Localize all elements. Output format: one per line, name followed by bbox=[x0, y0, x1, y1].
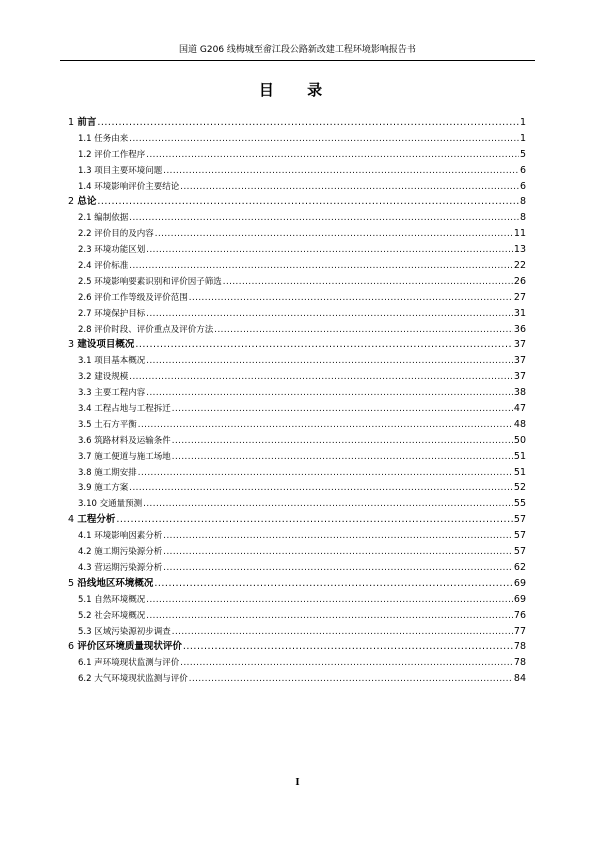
toc-entry-label: 交通量预测 bbox=[99, 499, 143, 510]
toc-entry-number: 3.7 bbox=[78, 451, 92, 462]
toc-entry-number: 3.5 bbox=[78, 419, 92, 430]
toc-dot-leader bbox=[97, 115, 519, 131]
toc-page-number: 27 bbox=[513, 291, 526, 303]
toc-page-number: 62 bbox=[513, 561, 526, 573]
toc-page-number: 1 bbox=[519, 117, 526, 128]
toc-entry-title bbox=[78, 132, 128, 148]
toc-dot-leader bbox=[146, 307, 513, 323]
toc-entry-title bbox=[78, 243, 145, 259]
toc-dot-leader bbox=[155, 227, 513, 243]
toc-page-number: 36 bbox=[513, 323, 526, 335]
toc-chapter-entry[interactable] bbox=[68, 115, 526, 131]
toc-entry-title bbox=[78, 656, 179, 672]
toc-entry-number: 4.2 bbox=[78, 547, 92, 558]
toc-entry-title bbox=[68, 576, 153, 592]
toc-section-entry[interactable] bbox=[68, 449, 526, 465]
toc-entry-number: 2 bbox=[68, 196, 75, 208]
toc-entry-title bbox=[68, 639, 182, 655]
toc-entry-title bbox=[78, 227, 154, 243]
toc-section-entry[interactable] bbox=[68, 353, 526, 369]
toc-dot-leader bbox=[138, 466, 513, 482]
toc-section-entry[interactable] bbox=[68, 433, 526, 449]
toc-dot-leader bbox=[146, 354, 513, 370]
toc-section-entry[interactable] bbox=[68, 274, 526, 290]
toc-entry-label: 总论 bbox=[77, 196, 97, 208]
toc-dot-leader bbox=[189, 672, 513, 688]
toc-entry-number: 5 bbox=[68, 577, 75, 589]
toc-entry-number: 2.4 bbox=[78, 261, 92, 272]
toc-entry-number: 3.6 bbox=[78, 435, 92, 446]
toc-section-entry[interactable] bbox=[68, 401, 526, 417]
toc-entry-label: 建设项目概况 bbox=[77, 339, 135, 351]
toc-entry-title bbox=[68, 337, 134, 353]
toc-entry-number: 2.3 bbox=[78, 245, 92, 256]
toc-section-entry[interactable] bbox=[68, 290, 526, 306]
toc-entry-label: 自然环境概况 bbox=[94, 594, 146, 605]
toc-dot-leader bbox=[129, 370, 513, 386]
toc-page-number: 50 bbox=[513, 434, 526, 446]
toc-entry-number: 5.2 bbox=[78, 610, 92, 621]
toc-entry-title bbox=[78, 529, 162, 545]
toc-entry-label: 评价工作等级及评价范围 bbox=[94, 292, 188, 303]
toc-entry-title bbox=[68, 115, 96, 131]
toc-entry-title bbox=[78, 561, 162, 577]
toc-entry-number: 3.4 bbox=[78, 404, 92, 415]
toc-entry-number: 6.1 bbox=[78, 658, 92, 669]
toc-section-entry[interactable] bbox=[68, 385, 526, 401]
toc-entry-label: 环境影响因素分析 bbox=[94, 531, 163, 542]
toc-section-entry[interactable] bbox=[68, 147, 526, 163]
toc-entry-label: 环境保护目标 bbox=[94, 308, 146, 319]
toc-entry-number: 3.10 bbox=[78, 499, 97, 510]
toc-dot-leader bbox=[116, 512, 513, 528]
toc-entry-number: 3.1 bbox=[78, 356, 92, 367]
toc-entry-number: 3.9 bbox=[78, 483, 92, 494]
toc-page-number: 6 bbox=[519, 164, 526, 176]
toc-chapter-entry[interactable] bbox=[68, 512, 526, 528]
toc-entry-number: 1.3 bbox=[78, 165, 92, 176]
toc-section-entry[interactable] bbox=[68, 496, 526, 512]
toc-entry-title bbox=[78, 275, 222, 291]
toc-entry-title bbox=[78, 307, 145, 323]
toc-page-number: 1 bbox=[519, 132, 526, 144]
toc-entry-number: 2.5 bbox=[78, 276, 92, 287]
toc-entry-label: 主要工程内容 bbox=[94, 388, 146, 399]
toc-entry-number: 5.3 bbox=[78, 626, 92, 637]
toc-page-number: 8 bbox=[519, 212, 526, 224]
toc-chapter-entry[interactable] bbox=[68, 576, 526, 592]
toc-dot-leader bbox=[163, 545, 513, 561]
toc-section-entry[interactable] bbox=[68, 242, 526, 258]
toc-dot-leader bbox=[135, 337, 513, 353]
toc-page-number: 57 bbox=[513, 514, 526, 526]
toc-page-number: 78 bbox=[513, 657, 526, 669]
toc-page-number: 51 bbox=[513, 450, 526, 462]
toc-entry-label: 前言 bbox=[77, 117, 97, 128]
toc-entry-number: 6.2 bbox=[78, 674, 92, 685]
toc-entry-title bbox=[68, 512, 115, 528]
toc-page-number: 47 bbox=[513, 403, 526, 415]
toc-page-number: 11 bbox=[513, 228, 526, 240]
toc-page-number: 31 bbox=[513, 307, 526, 319]
toc-dot-leader bbox=[146, 609, 513, 625]
toc-section-entry[interactable] bbox=[68, 258, 526, 274]
toc-dot-leader bbox=[146, 243, 513, 259]
toc-dot-leader bbox=[172, 402, 513, 418]
toc-entry-label: 任务由来 bbox=[94, 133, 129, 144]
toc-entry-title bbox=[78, 291, 188, 307]
toc-page-number: 37 bbox=[513, 371, 526, 383]
toc-entry-number: 6 bbox=[68, 641, 75, 653]
toc-entry-label: 评价工作程序 bbox=[94, 149, 146, 160]
toc-dot-leader bbox=[129, 132, 519, 148]
toc-page-number: 69 bbox=[513, 577, 526, 589]
toc-entry-label: 环境功能区划 bbox=[94, 245, 146, 256]
toc-entry-title bbox=[78, 180, 179, 196]
toc-page-number: 78 bbox=[513, 641, 526, 653]
toc-entry-title bbox=[78, 211, 128, 227]
toc-page-number: 57 bbox=[513, 546, 526, 558]
toc-entry-label: 环境影响要素识别和评价因子筛选 bbox=[94, 276, 222, 287]
toc-entry-label: 施工期污染源分析 bbox=[94, 547, 163, 558]
toc-entry-title bbox=[78, 164, 162, 180]
toc-entry-label: 大气环境现状监测与评价 bbox=[94, 674, 188, 685]
toc-entry-number: 4.3 bbox=[78, 562, 92, 573]
header-rule bbox=[60, 60, 535, 61]
toc-entry-title bbox=[78, 625, 171, 641]
toc-page-number: 69 bbox=[513, 593, 526, 605]
toc-entry-label: 施工期安排 bbox=[94, 467, 137, 478]
toc-entry-label: 项目主要环境问题 bbox=[94, 165, 163, 176]
toc-dot-leader bbox=[183, 639, 513, 655]
toc-page-number: 76 bbox=[513, 609, 526, 621]
toc-dot-leader bbox=[138, 418, 513, 434]
toc-entry-label: 评价区环境质量现状评价 bbox=[77, 641, 182, 653]
toc-section-entry[interactable] bbox=[68, 480, 526, 496]
toc-dot-leader bbox=[172, 625, 513, 641]
toc-entry-label: 环境影响评价主要结论 bbox=[94, 181, 180, 192]
toc-entry-label: 项目基本概况 bbox=[94, 356, 146, 367]
table-of-contents bbox=[68, 115, 526, 687]
toc-entry-title bbox=[78, 259, 128, 275]
toc-dot-leader bbox=[146, 593, 513, 609]
toc-page-number: 52 bbox=[513, 482, 526, 494]
toc-dot-leader bbox=[180, 180, 519, 196]
page-number: I bbox=[295, 778, 300, 788]
toc-section-entry[interactable] bbox=[68, 624, 526, 640]
toc-entry-label: 建设规模 bbox=[94, 372, 129, 383]
toc-entry-title bbox=[78, 545, 162, 561]
toc-entry-label: 编制依据 bbox=[94, 213, 129, 224]
toc-entry-title bbox=[78, 402, 171, 418]
toc-page-number: 77 bbox=[513, 625, 526, 637]
toc-page-number: 57 bbox=[513, 530, 526, 542]
toc-section-entry[interactable] bbox=[68, 226, 526, 242]
toc-entry-title bbox=[68, 194, 96, 210]
toc-entry-number: 4 bbox=[68, 514, 75, 526]
toc-dot-leader bbox=[129, 481, 513, 497]
toc-entry-label: 声环境现状监测与评价 bbox=[94, 658, 180, 669]
toc-entry-label: 评价标准 bbox=[94, 261, 129, 272]
toc-dot-leader bbox=[180, 656, 513, 672]
toc-entry-label: 施工方案 bbox=[94, 483, 129, 494]
toc-entry-title bbox=[78, 418, 137, 434]
toc-dot-leader bbox=[146, 386, 513, 402]
toc-entry-label: 工程分析 bbox=[77, 514, 116, 526]
toc-section-entry[interactable] bbox=[68, 179, 526, 195]
toc-entry-title bbox=[78, 354, 145, 370]
toc-section-entry[interactable] bbox=[68, 608, 526, 624]
toc-entry-label: 筑路材料及运输条件 bbox=[94, 435, 171, 446]
toc-page-number: 26 bbox=[513, 275, 526, 287]
toc-entry-label: 社会环境概况 bbox=[94, 610, 146, 621]
toc-entry-number: 1.4 bbox=[78, 181, 92, 192]
toc-chapter-entry[interactable] bbox=[68, 337, 526, 353]
toc-dot-leader bbox=[223, 275, 513, 291]
toc-title: 目 录 bbox=[258, 81, 337, 99]
toc-dot-leader bbox=[129, 259, 513, 275]
toc-entry-number: 4.1 bbox=[78, 531, 92, 542]
toc-page-number: 38 bbox=[513, 387, 526, 399]
toc-section-entry[interactable] bbox=[68, 465, 526, 481]
toc-entry-label: 区域污染源初步调查 bbox=[94, 626, 171, 637]
toc-dot-leader bbox=[146, 148, 519, 164]
toc-section-entry[interactable] bbox=[68, 163, 526, 179]
toc-page-number: 5 bbox=[519, 148, 526, 160]
toc-page-number: 84 bbox=[513, 673, 526, 685]
toc-section-entry[interactable] bbox=[68, 655, 526, 671]
toc-section-entry[interactable] bbox=[68, 528, 526, 544]
toc-page-number: 8 bbox=[519, 196, 526, 208]
toc-entry-number: 3.2 bbox=[78, 372, 92, 383]
toc-entry-label: 营运期污染源分析 bbox=[94, 562, 163, 573]
toc-dot-leader bbox=[189, 291, 513, 307]
toc-entry-number: 3 bbox=[68, 339, 75, 351]
toc-page-number: 48 bbox=[513, 418, 526, 430]
toc-page-number: 37 bbox=[513, 339, 526, 351]
toc-section-entry[interactable] bbox=[68, 322, 526, 338]
toc-chapter-entry[interactable] bbox=[68, 639, 526, 655]
toc-entry-label: 评价目的及内容 bbox=[94, 229, 154, 240]
toc-page-number: 37 bbox=[513, 355, 526, 367]
toc-dot-leader bbox=[163, 164, 519, 180]
toc-page-number: 22 bbox=[513, 260, 526, 272]
toc-entry-label: 评价时段、评价重点及评价方法 bbox=[94, 324, 214, 335]
toc-entry-label: 工程占地与工程拆迁 bbox=[94, 404, 171, 415]
toc-entry-number: 2.7 bbox=[78, 308, 92, 319]
toc-section-entry[interactable] bbox=[68, 671, 526, 687]
toc-dot-leader bbox=[97, 194, 519, 210]
toc-chapter-entry[interactable] bbox=[68, 194, 526, 210]
toc-page-number: 51 bbox=[513, 466, 526, 478]
toc-dot-leader bbox=[154, 576, 513, 592]
toc-entry-title bbox=[78, 481, 128, 497]
toc-entry-title bbox=[78, 450, 171, 466]
toc-entry-title bbox=[78, 609, 145, 625]
toc-page-number: 55 bbox=[513, 498, 526, 510]
toc-entry-title bbox=[78, 466, 137, 482]
toc-entry-label: 施工便道与施工场地 bbox=[94, 451, 171, 462]
toc-entry-number: 2.8 bbox=[78, 324, 92, 335]
toc-entry-number: 2.6 bbox=[78, 292, 92, 303]
toc-dot-leader bbox=[214, 323, 513, 339]
toc-entry-number: 1.1 bbox=[78, 133, 92, 144]
toc-dot-leader bbox=[172, 434, 513, 450]
toc-section-entry[interactable] bbox=[68, 560, 526, 576]
toc-entry-number: 2.1 bbox=[78, 213, 92, 224]
toc-entry-title bbox=[78, 386, 145, 402]
toc-section-entry[interactable] bbox=[68, 369, 526, 385]
toc-dot-leader bbox=[172, 450, 513, 466]
toc-entry-title bbox=[78, 672, 188, 688]
toc-section-entry[interactable] bbox=[68, 210, 526, 226]
toc-entry-title bbox=[78, 148, 145, 164]
toc-section-entry[interactable] bbox=[68, 131, 526, 147]
toc-entry-title bbox=[78, 370, 128, 386]
toc-dot-leader bbox=[129, 211, 519, 227]
toc-entry-title bbox=[78, 434, 171, 450]
toc-page-number: 6 bbox=[519, 180, 526, 192]
toc-section-entry[interactable] bbox=[68, 417, 526, 433]
toc-entry-number: 3.8 bbox=[78, 467, 92, 478]
toc-section-entry[interactable] bbox=[68, 306, 526, 322]
toc-entry-number: 3.3 bbox=[78, 388, 92, 399]
toc-page-number: 13 bbox=[513, 244, 526, 256]
running-header: 国道 G206 线梅城至畲江段公路新改建工程环境影响报告书 bbox=[179, 45, 416, 55]
toc-entry-label: 土石方平衡 bbox=[94, 419, 137, 430]
toc-entry-label: 沿线地区环境概况 bbox=[77, 577, 154, 589]
toc-entry-number: 1 bbox=[68, 117, 75, 128]
toc-entry-number: 5.1 bbox=[78, 594, 92, 605]
toc-entry-number: 2.2 bbox=[78, 229, 92, 240]
toc-entry-number: 1.2 bbox=[78, 149, 92, 160]
toc-section-entry[interactable] bbox=[68, 544, 526, 560]
toc-entry-title bbox=[78, 497, 142, 513]
toc-entry-title bbox=[78, 593, 145, 609]
toc-entry-title bbox=[78, 323, 213, 339]
toc-section-entry[interactable] bbox=[68, 592, 526, 608]
toc-dot-leader bbox=[163, 561, 513, 577]
toc-dot-leader bbox=[143, 497, 513, 513]
toc-dot-leader bbox=[163, 529, 513, 545]
